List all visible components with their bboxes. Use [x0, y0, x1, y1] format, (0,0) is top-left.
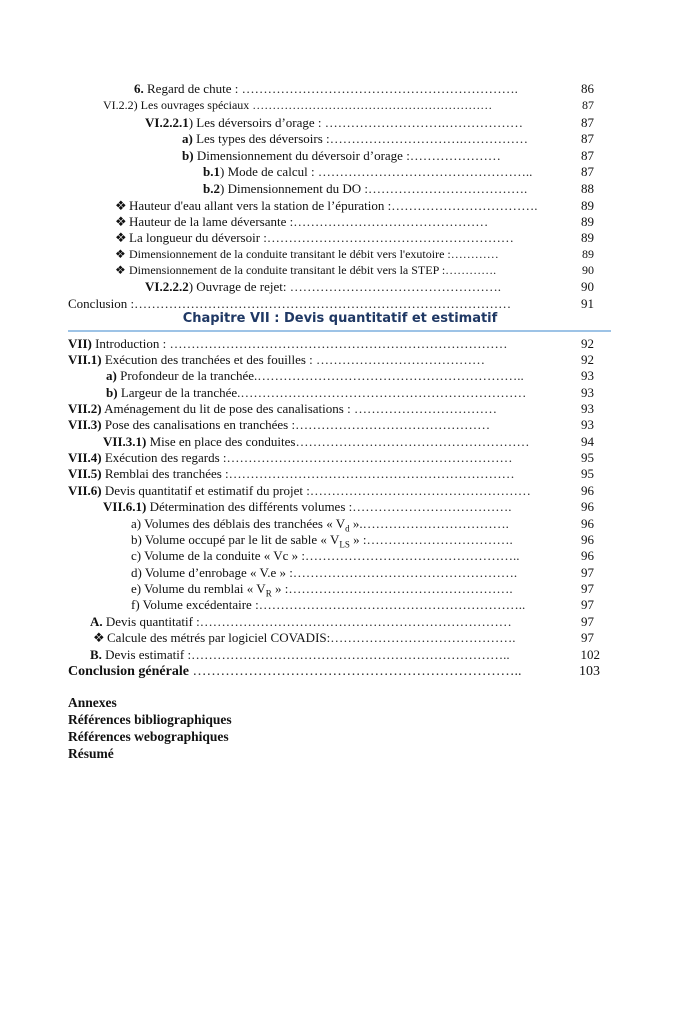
toc-entry[interactable] — [68, 449, 594, 466]
entry-leader: …………………………… — [350, 401, 497, 416]
entry-number: b.1 — [203, 164, 220, 179]
entry-leader: …………. — [445, 263, 497, 277]
toc-entry[interactable] — [68, 295, 594, 312]
toc-entry[interactable] — [115, 262, 594, 279]
entry-title: La longueur du déversoir : — [129, 230, 267, 245]
entry-number: e) — [131, 581, 142, 596]
entry-leader: …………………………………………. — [286, 279, 502, 294]
entry-title: Largeur de la tranchée. — [117, 385, 241, 400]
entry-title: Volume excédentaire : — [139, 597, 259, 612]
entry-page: 87 — [581, 131, 594, 146]
entry-number: a) — [182, 131, 193, 146]
entry-page: 87 — [581, 148, 594, 163]
entry-page: 91 — [581, 296, 594, 311]
entry-page: 96 — [581, 532, 594, 547]
entry-leader: …………………………………………………….. — [257, 368, 524, 383]
entry-title: Calcule des métrés par logiciel COVADIS: — [107, 630, 331, 645]
entry-page: 97 — [581, 630, 594, 645]
entry-leader: ………………………………… — [312, 352, 486, 367]
entry-number: a) — [106, 368, 117, 383]
entry-title: Exécution des regards : — [101, 450, 227, 465]
toc-entry[interactable] — [68, 482, 594, 499]
entry-leader: ……………………………. — [362, 516, 509, 531]
entry-number: f) — [131, 597, 140, 612]
entry-leader: ………………………………………….. — [314, 164, 533, 179]
entry-number: VII.3) — [68, 417, 102, 432]
toc-entry[interactable] — [90, 613, 594, 630]
entry-title: Pose des canalisations en tranchées : — [101, 417, 296, 432]
diamond-bullet-icon: ❖ — [93, 630, 105, 645]
entry-title: ) Ouvrage de rejet: — [188, 279, 287, 294]
entry-number: 6. — [134, 81, 144, 96]
toc-entry[interactable] — [131, 564, 594, 581]
entry-leader: ………………… — [409, 148, 501, 163]
entry-title: Introduction : — [91, 336, 167, 351]
toc-entry[interactable] — [182, 130, 594, 147]
entry-title: Conclusion générale — [68, 664, 189, 679]
entry-title: Hauteur d'eau allant vers la station de l’épuration : — [129, 198, 392, 213]
entry-leader: ……………………………………………………………… — [199, 614, 512, 629]
entry-leader: ………………………………. — [352, 499, 512, 514]
entry-title: Volumes des déblais des tranchées « V — [141, 516, 346, 531]
entry-title: Volume occupé par le lit de sable « V — [141, 532, 340, 547]
toc-references-webographiques[interactable]: Références webographiques — [68, 729, 229, 744]
entry-number: b) — [131, 532, 142, 547]
toc-entry[interactable] — [90, 646, 600, 663]
entry-leader: …………………………………………………………….. — [188, 664, 522, 679]
toc-entry[interactable] — [203, 180, 594, 197]
toc-entry[interactable] — [68, 663, 600, 680]
entry-leader: …………………………………………………………………………… — [134, 296, 512, 311]
entry-leader: ……………………………. — [366, 532, 513, 547]
chapter-title: Chapitre VII : Devis quantitatif et estimatif — [182, 311, 498, 326]
toc-entry[interactable] — [93, 629, 594, 646]
toc-entry[interactable] — [103, 498, 594, 515]
entry-page: 97 — [581, 581, 594, 596]
chapter-divider — [68, 330, 611, 332]
toc-entry[interactable] — [68, 400, 594, 417]
toc-entry[interactable] — [131, 515, 594, 532]
entry-leader: ……………………….……………… — [321, 115, 524, 130]
toc-entry[interactable] — [115, 197, 594, 214]
entry-page: 92 — [581, 352, 594, 367]
entry-page: 89 — [581, 230, 594, 245]
entry-page: 96 — [581, 516, 594, 531]
entry-subscript: LS — [339, 539, 350, 550]
entry-page: 89 — [581, 214, 594, 229]
toc-entry[interactable] — [103, 97, 594, 114]
toc-resume[interactable]: Résumé — [68, 746, 114, 761]
entry-leader: ……………………………………………………………….. — [191, 647, 510, 662]
toc-entry[interactable] — [131, 547, 594, 564]
toc-entry[interactable] — [131, 531, 594, 548]
entry-leader: ………………………………………………………. — [238, 81, 518, 96]
entry-title: Devis quantitatif : — [102, 614, 200, 629]
entry-title: Conclusion : — [68, 296, 135, 311]
entry-page: 95 — [581, 450, 594, 465]
toc-entry[interactable] — [103, 433, 594, 450]
toc-annexes[interactable]: Annexes — [68, 695, 117, 710]
entry-page: 93 — [581, 385, 594, 400]
entry-page: 97 — [581, 614, 594, 629]
toc-references-bibliographiques[interactable]: Références bibliographiques — [68, 712, 232, 727]
entry-page: 90 — [582, 263, 594, 277]
entry-leader: …………………………………………………….. — [258, 597, 526, 612]
entry-title: Devis estimatif : — [101, 647, 192, 662]
entry-page: 87 — [581, 164, 594, 179]
entry-page: 96 — [581, 483, 594, 498]
entry-title: Exécution des tranchées et des fouilles : — [101, 352, 313, 367]
entry-number: VII.3.1) — [103, 434, 147, 449]
diamond-bullet-icon: ❖ — [115, 230, 127, 245]
entry-page: 94 — [581, 434, 594, 449]
entry-title-end: » : — [271, 581, 289, 596]
entry-leader: ………………………………. — [368, 181, 528, 196]
entry-number: VII.4) — [68, 450, 102, 465]
entry-page: 93 — [581, 417, 594, 432]
diamond-bullet-icon: ❖ — [115, 198, 127, 213]
entry-number: VII.2) — [68, 401, 102, 416]
entry-title: ) Les déversoirs d’orage : — [188, 115, 322, 130]
toc-entry[interactable] — [131, 596, 594, 613]
entry-title-end: ». — [349, 516, 363, 531]
diamond-bullet-icon: ❖ — [115, 263, 126, 277]
toc-entry[interactable] — [115, 213, 594, 230]
entry-title: Regard de chute : — [143, 81, 239, 96]
toc-entry[interactable] — [134, 80, 594, 97]
entry-title: Les types des déversoirs : — [192, 131, 330, 146]
entry-leader: ……………………………………………… — [295, 434, 530, 449]
entry-leader: …………………………………………………… — [249, 98, 493, 112]
toc-entry[interactable] — [115, 229, 594, 246]
entry-leader: …………………………………………… — [309, 483, 531, 498]
entry-title-end: » : — [349, 532, 367, 547]
entry-title: Remblai des tranchées : — [101, 466, 229, 481]
diamond-bullet-icon: ❖ — [115, 247, 126, 261]
toc-entry[interactable] — [68, 465, 594, 482]
entry-leader: ………………………………………………………… — [228, 466, 515, 481]
toc-entry[interactable] — [106, 367, 594, 384]
entry-leader: ……………………………. — [391, 198, 538, 213]
entry-title: ) Mode de calcul : — [219, 164, 315, 179]
entry-leader: ………………………………………………………… — [240, 385, 527, 400]
entry-leader: …………………………………………………………………… — [166, 336, 508, 351]
entry-title: Dimensionnement de la conduite transitant le débit vers la STEP : — [129, 263, 446, 277]
entry-page: 93 — [581, 401, 594, 416]
entry-page: 97 — [581, 597, 594, 612]
entry-title: Aménagement du lit de pose des canalisations : — [101, 401, 351, 416]
toc-entry[interactable] — [131, 580, 594, 597]
entry-leader: ……………………………………. — [330, 630, 516, 645]
toc-entry[interactable] — [68, 351, 594, 368]
entry-page: 102 — [580, 647, 600, 662]
entry-page: 87 — [581, 115, 594, 130]
entry-page: 97 — [581, 565, 594, 580]
entry-page: 93 — [581, 368, 594, 383]
entry-title: Dimensionnement de la conduite transitant le débit vers l'exutoire : — [129, 247, 451, 261]
entry-leader: ……………………………………… — [293, 214, 489, 229]
entry-number: c) — [131, 548, 142, 563]
toc-entry[interactable] — [145, 114, 594, 131]
entry-title: Volume d’enrobage « V.e » : — [141, 565, 293, 580]
entry-page: 96 — [581, 548, 594, 563]
entry-page: 87 — [582, 98, 594, 112]
toc-entry[interactable] — [203, 163, 594, 180]
entry-leader: ………………………….…………… — [329, 131, 528, 146]
entry-title: Devis quantitatif et estimatif du projet : — [101, 483, 310, 498]
entry-number: VI.2.2.2 — [145, 279, 189, 294]
entry-title: Volume du remblai « V — [141, 581, 266, 596]
entry-number: VII) — [68, 336, 92, 351]
toc-entry[interactable] — [68, 416, 594, 433]
entry-number: VII.5) — [68, 466, 102, 481]
entry-page: 103 — [579, 664, 600, 679]
diamond-bullet-icon: ❖ — [115, 214, 127, 229]
entry-number: d) — [131, 565, 142, 580]
entry-title: ) Dimensionnement du DO : — [219, 181, 369, 196]
entry-title: Dimensionnement du déversoir d’orage : — [193, 148, 410, 163]
entry-title: Détermination des différents volumes : — [146, 499, 353, 514]
entry-number: b) — [106, 385, 118, 400]
toc-entry[interactable] — [182, 147, 594, 164]
toc-entry[interactable] — [115, 246, 594, 263]
toc-entry[interactable] — [68, 335, 594, 352]
entry-title: Hauteur de la lame déversante : — [129, 214, 294, 229]
entry-number: VII.6) — [68, 483, 102, 498]
entry-title: Profondeur de la tranchée. — [116, 368, 258, 383]
entry-page: 96 — [581, 499, 594, 514]
entry-leader: ……………………………………………. — [292, 565, 518, 580]
entry-title: Mise en place des conduites — [146, 434, 296, 449]
entry-number: VII.6.1) — [103, 499, 147, 514]
toc-entry[interactable] — [106, 384, 594, 401]
entry-title: Volume de la conduite « Vc » : — [141, 548, 306, 563]
entry-leader: ……………………………………… — [295, 417, 491, 432]
entry-page: 92 — [581, 336, 594, 351]
entry-page: 95 — [581, 466, 594, 481]
entry-leader: ………… — [450, 247, 499, 261]
entry-page: 90 — [581, 279, 594, 294]
entry-page: 89 — [581, 198, 594, 213]
entry-leader: ……………………………………………. — [288, 581, 513, 596]
entry-subscript: R — [265, 588, 272, 599]
entry-page: 86 — [581, 81, 594, 96]
entry-subscript: d — [345, 523, 350, 534]
entry-page: 89 — [582, 247, 594, 261]
entry-page: 88 — [581, 181, 594, 196]
toc-entry[interactable] — [145, 278, 594, 295]
entry-number: b) — [182, 148, 194, 163]
entry-number: VII.1) — [68, 352, 102, 367]
entry-number: b.2 — [203, 181, 220, 196]
entry-title: VI.2.2) Les ouvrages spéciaux — [103, 98, 250, 112]
entry-number: VI.2.2.1 — [145, 115, 189, 130]
entry-number: A. — [90, 614, 103, 629]
entry-leader: ………………………………………………………… — [226, 450, 513, 465]
entry-number: B. — [90, 647, 102, 662]
entry-number: a) — [131, 516, 142, 531]
entry-leader: ………………………………………….. — [305, 548, 520, 563]
entry-leader: ………………………………………………… — [266, 230, 514, 245]
